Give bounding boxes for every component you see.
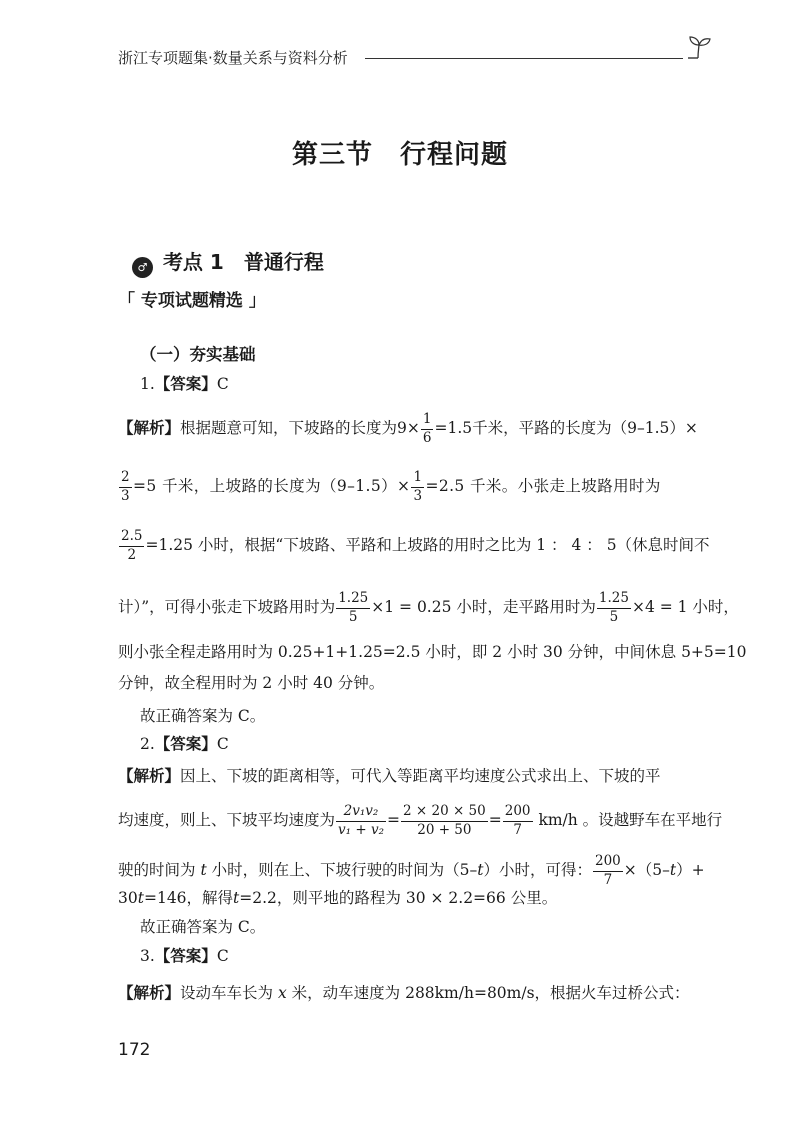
q1-answer-line: 1.【答案】C xyxy=(140,375,229,393)
fraction: $\frac{1.25}{5}$ xyxy=(598,590,629,625)
kaodian-heading xyxy=(118,222,324,278)
fraction: $\frac{2.5}{2}$ xyxy=(121,528,143,563)
q1-analysis-line-4: 计）”，可得小张走下坡路用时为 $\frac{1.25}{5}$ ×1 = 0.25 小时，走平路用时为 $\frac{1.25}{5}$ ×4 = 1 小时， xyxy=(118,590,739,625)
header-title: 浙江专项题集·数量关系与资料分析 xyxy=(118,49,348,67)
fraction: $\frac{2}{3}$ xyxy=(121,469,130,504)
q1-conclusion: 故正确答案为 C。 xyxy=(140,707,266,725)
subsection-title: （一）夯实基础 xyxy=(140,345,256,364)
fraction: $\frac{1}{3}$ xyxy=(413,469,423,504)
fraction: $\frac{2 \times 20 \times 50}{20 + 50}$ xyxy=(403,803,486,838)
fraction: $\frac{1.25}{5}$ xyxy=(338,590,369,625)
fraction: $\frac{200}{7}$ xyxy=(504,803,531,838)
section-title: 第三节 行程问题 xyxy=(291,140,508,170)
kaodian-badge-icon: ♂ xyxy=(132,257,153,278)
q2-answer-line: 2.【答案】C xyxy=(140,735,229,753)
sprout-icon xyxy=(684,33,714,63)
q2-conclusion: 故正确答案为 C。 xyxy=(140,918,266,936)
q3-analysis-line-1: 【解析】设动车车长为 x 米，动车速度为 288km/h=80m/s，根据火车过桥公式： xyxy=(118,984,690,1002)
header-rule xyxy=(365,58,683,59)
q1-analysis-line-3: $\frac{2.5}{2}$ =1.25 小时，根据“下坡路、平路和上坡路的用时之比为 1 ： 4 ： 5（休息时间不 xyxy=(121,528,710,563)
q1-analysis-line-5: 则小张全程走路用时为 0.25+1+1.25=2.5 小时，即 2 小时 30 分钟，中间休息 5+5=10 xyxy=(118,643,747,661)
q1-analysis-line-6: 分钟，故全程用时为 2 小时 40 分钟。 xyxy=(118,674,385,692)
q2-analysis-line-2: 均速度，则上、下坡平均速度为 $\frac{\text{2v₁v₂}}{\text{v₁ + v₂}}$ = $\frac{2 \times 20 \times 50}{20 + 50}$ = $\frac{200}{7}$ km/h 。设越野车在平地行 xyxy=(118,803,723,838)
fraction: $\frac{1}{6}$ xyxy=(422,411,432,446)
kaodian-title: 考点 1 普通行程 xyxy=(162,250,324,274)
selection-title: 「 专项试题精选 」 xyxy=(118,291,266,311)
page-number: 172 xyxy=(118,1040,151,1060)
q2-analysis-line-1: 【解析】因上、下坡的距离相等，可代入等距离平均速度公式求出上、下坡的平 xyxy=(118,767,661,785)
q1-analysis-line-1: 【解析】根据题意可知，下坡路的长度为9× $\frac{1}{6}$ =1.5千米，平路的长度为（9–1.5）× xyxy=(118,411,698,446)
q3-answer-line: 3.【答案】C xyxy=(140,947,229,965)
fraction: $\frac{\text{2v₁v₂}}{\text{v₁ + v₂}}$ xyxy=(338,803,384,838)
q2-analysis-line-4: 30t=146，解得t=2.2，则平地的路程为 30 × 2.2=66 公里。 xyxy=(118,889,558,907)
fraction: $\frac{200}{7}$ xyxy=(595,853,621,888)
q2-analysis-line-3: 驶的时间为 t 小时，则在上、下坡行驶的时间为（5–t）小时，可得： $\frac{200}{7}$ ×（5–t）+ xyxy=(118,853,705,888)
q1-analysis-line-2: $\frac{2}{3}$ =5 千米，上坡路的长度为（9–1.5）× $\frac{1}{3}$ =2.5 千米。小张走上坡路用时为 xyxy=(121,469,661,504)
